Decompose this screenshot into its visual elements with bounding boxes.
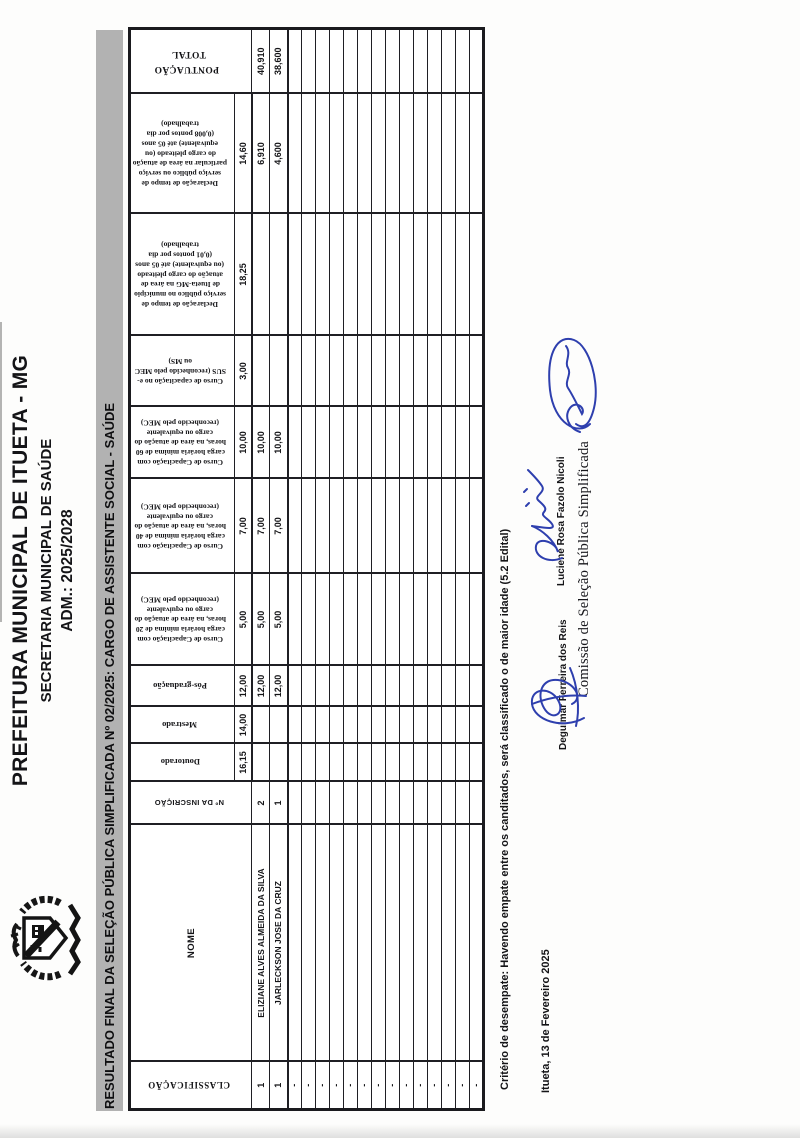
max-mestrado: 14,00 [235, 707, 252, 744]
empty-cell [456, 707, 470, 744]
empty-cell [470, 782, 484, 825]
empty-cell [428, 574, 442, 666]
empty-cell [456, 666, 470, 707]
header-row [130, 29, 235, 1110]
max-curso-20h: 5,00 [235, 574, 252, 666]
empty-cell [400, 574, 414, 666]
empty-classificacao-cell: - [470, 1062, 484, 1110]
col-header-declaracao-particular: Declaração de tempo de serviço público ou serviço particular na área de atuação do cargo pleiteado (ou equivalente) até 05 anos (0,008 pontos por dia trabalhado) [130, 94, 235, 214]
empty-cell [358, 94, 372, 214]
empty-cell [400, 825, 414, 1062]
empty-classificacao-cell: - [372, 1062, 386, 1110]
cell-doutorado [270, 744, 288, 782]
empty-cell [414, 782, 428, 825]
empty-cell [288, 574, 302, 666]
empty-cell [456, 29, 470, 94]
empty-cell [414, 825, 428, 1062]
empty-cell [400, 666, 414, 707]
cell-nome: JARLECKSON JOSE DA CRUZ [270, 825, 288, 1062]
empty-cell [330, 825, 344, 1062]
empty-cell [414, 336, 428, 407]
empty-cell [288, 29, 302, 94]
empty-cell [316, 29, 330, 94]
empty-cell [414, 707, 428, 744]
empty-cell [428, 94, 442, 214]
empty-cell [344, 574, 358, 666]
empty-cell [288, 707, 302, 744]
empty-cell [372, 574, 386, 666]
empty-cell [358, 825, 372, 1062]
empty-cell [470, 825, 484, 1062]
empty-cell [358, 407, 372, 479]
table-row [252, 29, 270, 1110]
empty-cell [400, 29, 414, 94]
max-curso-60h: 10,00 [235, 407, 252, 479]
empty-cell [316, 825, 330, 1062]
empty-cell [330, 782, 344, 825]
empty-cell [470, 407, 484, 479]
empty-cell [442, 94, 456, 214]
empty-classificacao-cell: - [428, 1062, 442, 1110]
col-header-classificacao: CLASSIFICAÇÃO [130, 1062, 252, 1110]
empty-cell [442, 29, 456, 94]
cell-declaracao-municipio [270, 214, 288, 336]
empty-cell [372, 214, 386, 336]
empty-cell [386, 574, 400, 666]
empty-cell [470, 574, 484, 666]
empty-cell [414, 574, 428, 666]
empty-cell [428, 782, 442, 825]
handwritten-signature-icon [538, 333, 613, 438]
empty-classificacao-cell: - [358, 1062, 372, 1110]
empty-classificacao-cell: - [456, 1062, 470, 1110]
empty-cell [330, 407, 344, 479]
empty-cell [316, 336, 330, 407]
col-header-mestrado: Mestrado [130, 707, 235, 744]
empty-cell [316, 214, 330, 336]
empty-cell [358, 744, 372, 782]
cell-curso-60h: 10,00 [270, 407, 288, 479]
empty-cell [400, 94, 414, 214]
empty-table-row [456, 29, 470, 1110]
page-subtitle: SECRETARIA MUNICIPAL DE SAÚDE [38, 438, 56, 703]
cell-esus [270, 336, 288, 407]
table-row [270, 29, 288, 1110]
empty-cell [330, 744, 344, 782]
empty-classificacao-cell: - [386, 1062, 400, 1110]
empty-cell [400, 214, 414, 336]
empty-classificacao-cell: - [316, 1062, 330, 1110]
cell-mestrado [252, 707, 270, 744]
empty-cell [302, 336, 316, 407]
empty-cell [386, 782, 400, 825]
empty-cell [288, 825, 302, 1062]
empty-cell [470, 214, 484, 336]
cell-classificacao: 1 [252, 1062, 270, 1110]
empty-cell [400, 782, 414, 825]
max-esus: 3,00 [235, 336, 252, 407]
empty-cell [414, 407, 428, 479]
empty-cell [372, 666, 386, 707]
empty-cell [344, 707, 358, 744]
empty-cell [428, 479, 442, 574]
max-declaracao-particular: 14,60 [235, 94, 252, 214]
empty-cell [414, 214, 428, 336]
empty-cell [344, 214, 358, 336]
empty-cell [400, 479, 414, 574]
empty-cell [372, 94, 386, 214]
empty-cell [456, 214, 470, 336]
cell-inscricao: 1 [270, 782, 288, 825]
cell-curso-60h: 10,00 [252, 407, 270, 479]
cell-curso-40h: 7,00 [270, 479, 288, 574]
empty-cell [288, 336, 302, 407]
empty-cell [442, 707, 456, 744]
empty-cell [344, 407, 358, 479]
col-header-nome: NOME [130, 825, 252, 1062]
empty-cell [400, 707, 414, 744]
empty-cell [288, 94, 302, 214]
scan-artifact [0, 322, 2, 622]
empty-cell [330, 29, 344, 94]
empty-cell [428, 336, 442, 407]
empty-cell [372, 29, 386, 94]
empty-cell [386, 825, 400, 1062]
empty-table-row [344, 29, 358, 1110]
empty-cell [456, 407, 470, 479]
empty-cell [344, 782, 358, 825]
empty-classificacao-cell: - [302, 1062, 316, 1110]
cell-curso-20h: 5,00 [252, 574, 270, 666]
empty-classificacao-cell: - [330, 1062, 344, 1110]
empty-cell [344, 825, 358, 1062]
empty-cell [400, 336, 414, 407]
empty-cell [456, 336, 470, 407]
empty-cell [386, 336, 400, 407]
col-header-inscricao: Nº DA INSCRIÇÃO [130, 782, 252, 825]
empty-cell [302, 407, 316, 479]
empty-table-row [442, 29, 456, 1110]
empty-cell [358, 782, 372, 825]
empty-cell [386, 666, 400, 707]
empty-table-row [386, 29, 400, 1110]
empty-cell [372, 825, 386, 1062]
empty-cell [302, 825, 316, 1062]
empty-cell [372, 336, 386, 407]
empty-table-row [428, 29, 442, 1110]
cell-declaracao-municipio [252, 214, 270, 336]
max-declaracao-municipio: 18,25 [235, 214, 252, 336]
empty-cell [302, 574, 316, 666]
empty-cell [288, 744, 302, 782]
results-table [128, 27, 485, 1111]
signer-name-deguimar: Deguimar Ferreira dos Reis [558, 619, 569, 750]
empty-cell [386, 707, 400, 744]
empty-cell [442, 574, 456, 666]
empty-cell [344, 479, 358, 574]
cell-total: 40,910 [252, 29, 270, 94]
committee-label: Comissão de Seleção Pública Simplificada [576, 440, 592, 697]
empty-cell [414, 479, 428, 574]
empty-cell [372, 407, 386, 479]
cell-pos: 12,00 [252, 666, 270, 707]
max-doutorado: 16,15 [235, 744, 252, 782]
empty-table-row [330, 29, 344, 1110]
empty-cell [344, 336, 358, 407]
empty-cell [330, 707, 344, 744]
empty-cell [302, 707, 316, 744]
empty-cell [344, 744, 358, 782]
empty-cell [372, 782, 386, 825]
empty-cell [330, 214, 344, 336]
empty-cell [456, 782, 470, 825]
empty-cell [428, 214, 442, 336]
cell-curso-40h: 7,00 [252, 479, 270, 574]
cell-esus [252, 336, 270, 407]
col-header-esus: Curso de capacitação no e-SUS (reconhecido pelo MEC ou MS) [130, 336, 235, 407]
empty-cell [288, 782, 302, 825]
empty-cell [428, 29, 442, 94]
empty-cell [302, 94, 316, 214]
scan-artifact [0, 1124, 800, 1138]
empty-cell [442, 336, 456, 407]
empty-table-row [414, 29, 428, 1110]
empty-cell [302, 29, 316, 94]
date-place-line: Itueta, 13 de Fevereiro 2025 [540, 949, 552, 1093]
cell-pos: 12,00 [270, 666, 288, 707]
empty-cell [470, 94, 484, 214]
empty-cell [358, 666, 372, 707]
empty-cell [386, 744, 400, 782]
empty-cell [400, 744, 414, 782]
empty-cell [330, 666, 344, 707]
empty-cell [344, 94, 358, 214]
cell-declaracao-particular: 4,600 [270, 94, 288, 214]
administration-term: ADM.: 2025/2028 [58, 509, 76, 632]
empty-cell [316, 707, 330, 744]
empty-cell [288, 407, 302, 479]
empty-cell [372, 744, 386, 782]
empty-cell [316, 479, 330, 574]
empty-cell [358, 479, 372, 574]
empty-cell [470, 479, 484, 574]
empty-cell [414, 666, 428, 707]
empty-cell [442, 479, 456, 574]
empty-cell [372, 479, 386, 574]
empty-cell [344, 666, 358, 707]
empty-cell [442, 825, 456, 1062]
empty-cell [358, 214, 372, 336]
cell-total: 38,600 [270, 29, 288, 94]
empty-cell [316, 94, 330, 214]
col-header-pos-graduacao: Pós-graduação [130, 666, 235, 707]
empty-cell [330, 479, 344, 574]
empty-table-row [470, 29, 484, 1110]
empty-cell [428, 744, 442, 782]
empty-cell [386, 94, 400, 214]
empty-cell [330, 336, 344, 407]
empty-table-row [372, 29, 386, 1110]
empty-table-row [302, 29, 316, 1110]
empty-cell [400, 407, 414, 479]
empty-cell [470, 29, 484, 94]
cell-nome: ELIZIANE ALVES ALMEIDA DA SILVA [252, 825, 270, 1062]
col-header-pontuacao-total: PONTUAÇÃO TOTAL [130, 29, 252, 94]
result-banner: RESULTADO FINAL DA SELEÇÃO PÚBLICA SIMPLIFICADA Nº 02/2025: CARGO DE ASSISTENTE SOCIAL - SAÚDE [96, 30, 123, 1111]
empty-cell [428, 825, 442, 1062]
empty-cell [456, 825, 470, 1062]
empty-cell [288, 666, 302, 707]
empty-cell [414, 94, 428, 214]
empty-cell [358, 336, 372, 407]
empty-table-row [400, 29, 414, 1110]
empty-cell [288, 479, 302, 574]
col-header-curso-40h: Curso de Capacitação com carga horária mínima de 40 horas, na área de atuação do cargo ou equivalente (reconhecido pelo MEC) [130, 479, 235, 574]
empty-cell [456, 744, 470, 782]
empty-classificacao-cell: - [400, 1062, 414, 1110]
empty-cell [470, 336, 484, 407]
cell-doutorado [252, 744, 270, 782]
empty-cell [344, 29, 358, 94]
empty-cell [442, 214, 456, 336]
empty-cell [358, 707, 372, 744]
col-header-declaracao-municipio: Declaração de tempo de serviço público no município de Itueta-MG na área de atuação do cargo pleiteado (ou equivalente) até 05 anos (0,01 pontos por dia trabalhado) [130, 214, 235, 336]
empty-cell [316, 744, 330, 782]
empty-cell [386, 29, 400, 94]
empty-cell [442, 407, 456, 479]
empty-classificacao-cell: - [442, 1062, 456, 1110]
empty-cell [414, 29, 428, 94]
tiebreaker-note: Critério de desempate: Havendo empate entre os canditados, será classificado o de maior idade (5.2 Edital) [499, 528, 511, 1090]
col-header-curso-20h: Curso de Capacitação com carga horária mínima de 20 horas, na área de atuação do cargo ou equivalente (reconhecido pelo MEC) [130, 574, 235, 666]
empty-cell [358, 574, 372, 666]
empty-cell [442, 666, 456, 707]
max-pos: 12,00 [235, 666, 252, 707]
empty-cell [302, 666, 316, 707]
cell-mestrado [270, 707, 288, 744]
empty-cell [302, 214, 316, 336]
empty-cell [442, 782, 456, 825]
empty-cell [428, 407, 442, 479]
empty-classificacao-cell: - [288, 1062, 302, 1110]
empty-cell [386, 214, 400, 336]
empty-cell [302, 479, 316, 574]
empty-cell [470, 744, 484, 782]
empty-cell [316, 782, 330, 825]
page-title: PREFEITURA MUNICIPAL DE ITUETA - MG [9, 354, 32, 787]
empty-cell [386, 479, 400, 574]
empty-cell [386, 407, 400, 479]
empty-cell [316, 407, 330, 479]
empty-classificacao-cell: - [344, 1062, 358, 1110]
max-curso-40h: 7,00 [235, 479, 252, 574]
empty-table-row [288, 29, 302, 1110]
empty-cell [428, 666, 442, 707]
cell-classificacao: 1 [270, 1062, 288, 1110]
empty-cell [470, 707, 484, 744]
cell-declaracao-particular: 6,910 [252, 94, 270, 214]
empty-cell [372, 707, 386, 744]
empty-cell [428, 707, 442, 744]
cell-inscricao: 2 [252, 782, 270, 825]
empty-cell [456, 94, 470, 214]
empty-cell [470, 666, 484, 707]
col-header-doutorado: Doutorado [130, 744, 235, 782]
cell-curso-20h: 5,00 [270, 574, 288, 666]
empty-table-row [316, 29, 330, 1110]
empty-cell [330, 94, 344, 214]
empty-cell [414, 744, 428, 782]
empty-cell [316, 666, 330, 707]
empty-cell [302, 744, 316, 782]
empty-cell [456, 479, 470, 574]
signer-name-luciene: Luciene Rosa Fazolo Nicoli [556, 456, 567, 586]
empty-cell [302, 782, 316, 825]
empty-cell [316, 574, 330, 666]
empty-table-row [358, 29, 372, 1110]
empty-cell [442, 744, 456, 782]
empty-cell [330, 574, 344, 666]
empty-cell [358, 29, 372, 94]
col-header-curso-60h: Curso de Capacitação com carga horária mínima de 60 horas, na área de atuação do cargo ou equivalente (reconhecido pelo MEC) [130, 407, 235, 479]
empty-cell [288, 214, 302, 336]
empty-cell [456, 574, 470, 666]
empty-classificacao-cell: - [414, 1062, 428, 1110]
document-header [10, 30, 76, 1111]
